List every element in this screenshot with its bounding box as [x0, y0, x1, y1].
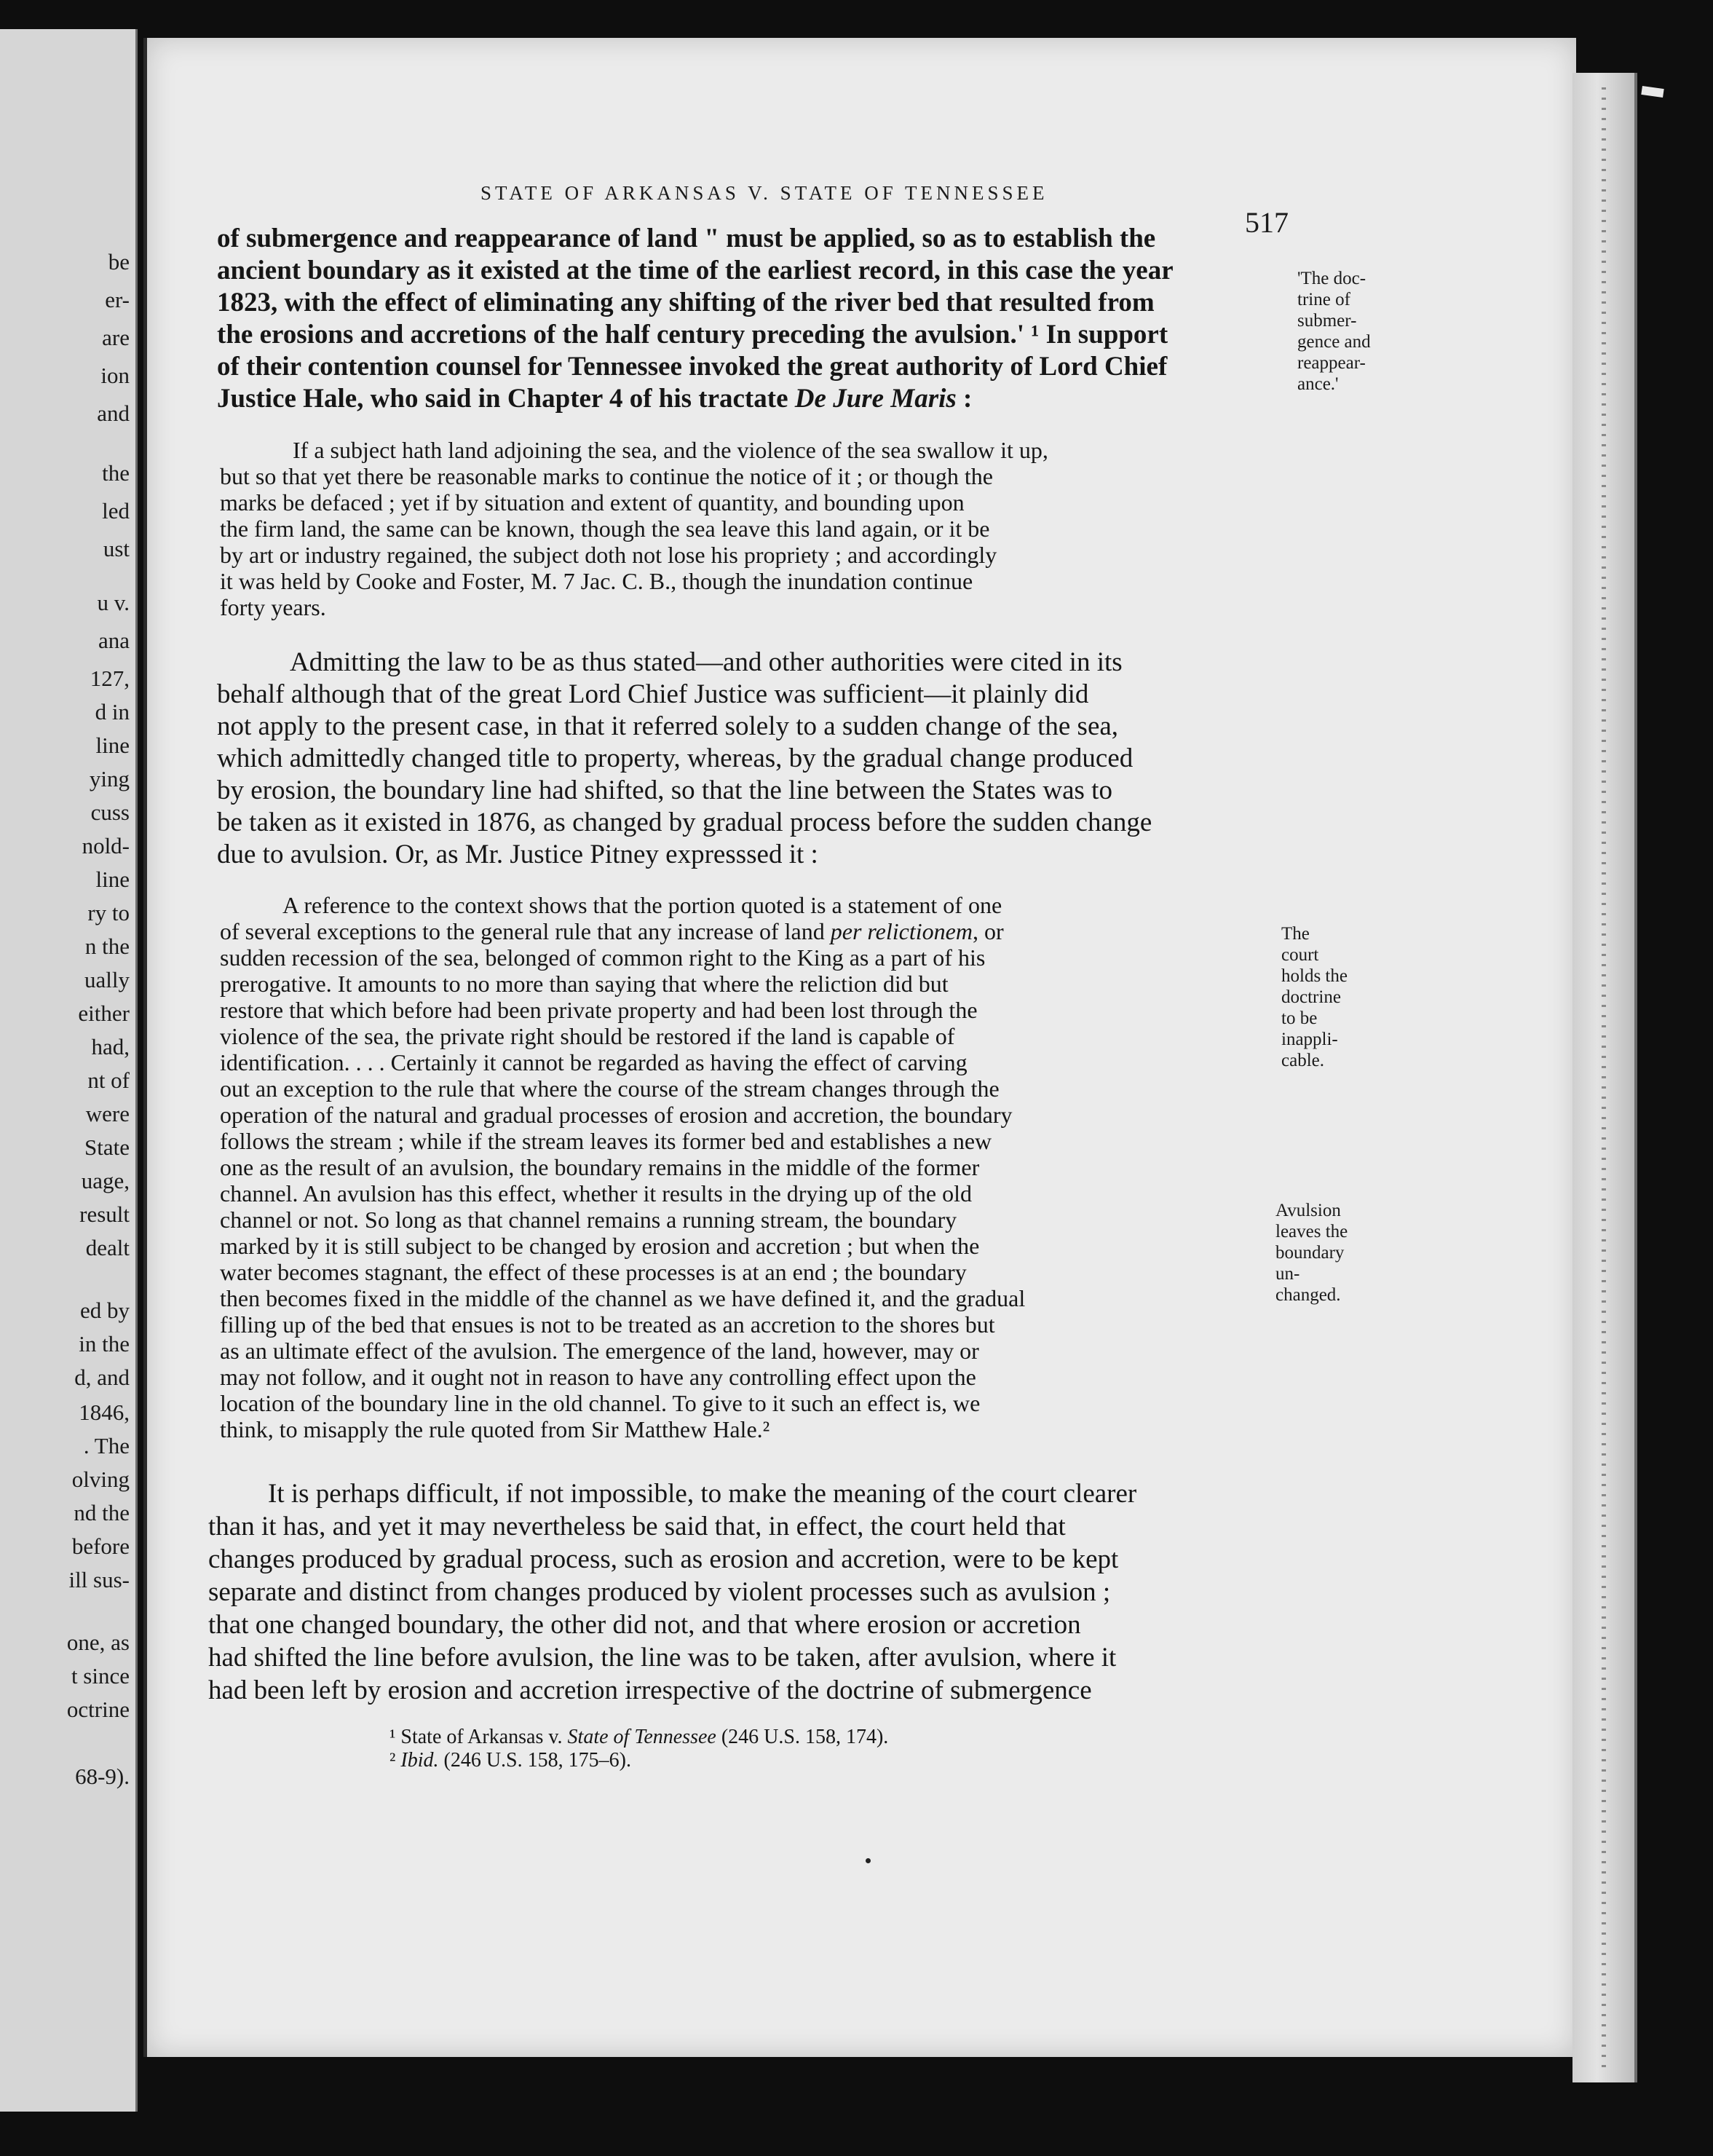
previous-page-line: n the: [84, 933, 130, 959]
previous-page-line: d, and: [74, 1365, 130, 1390]
quote-line: the firm land, the same can be known, though the sea leave this land again, or it be: [220, 516, 990, 542]
text-line: It is perhaps difficult, if not impossible, to make the meaning of the court clearer: [268, 1479, 1137, 1509]
previous-page-line: ry to: [87, 900, 130, 925]
previous-page-line: had,: [91, 1034, 130, 1059]
previous-page-line: 1846,: [79, 1399, 130, 1425]
margin-note-submergence: [1297, 268, 1371, 395]
previous-page-line: ying: [89, 766, 130, 791]
previous-page-line: nt of: [87, 1067, 130, 1093]
quote-line: location of the boundary line in the old channel. To give to it such an effect is, we: [220, 1390, 981, 1416]
previous-page-line: ion: [100, 363, 130, 388]
quote-line: think, to misapply the rule quoted from Sir Matthew Hale.²: [220, 1416, 770, 1442]
quote-line: marks be defaced ; yet if by situation and extent of quantity, and bounding upon: [220, 489, 965, 516]
margin-note-line: leaves the: [1275, 1222, 1348, 1241]
margin-note-line: holds the: [1281, 966, 1348, 986]
text-line: which admittedly changed title to property, whereas, by the gradual change produced: [217, 743, 1134, 773]
previous-page-line: . The: [83, 1433, 130, 1458]
quote-line: If a subject hath land adjoining the sea, and the violence of the sea swallow it up,: [293, 437, 1048, 463]
margin-note-line: The: [1281, 924, 1310, 944]
quote-line: violence of the sea, the private right should be restored if the land is capable of: [220, 1023, 955, 1049]
margin-note-line: inappli-: [1281, 1030, 1338, 1049]
quote-line: then becomes fixed in the middle of the channel as we have defined it, and the gradual: [220, 1285, 1026, 1311]
previous-page-line: 68-9).: [75, 1764, 130, 1789]
footnote-1: ¹ State of Arkansas v. State of Tennessee (246 U.S. 158, 174).: [389, 1726, 889, 1748]
quote-line: A reference to the context shows that the portion quoted is a statement of one: [282, 892, 1002, 918]
margin-note-line: cable.: [1281, 1051, 1324, 1070]
margin-note-line: doctrine: [1281, 987, 1341, 1007]
corner-mark: [1641, 86, 1663, 98]
text-line: Justice Hale, who said in Chapter 4 of his tractate De Jure Maris :: [217, 384, 973, 414]
quote-line: may not follow, and it ought not in reason to have any controlling effect upon the: [220, 1364, 976, 1390]
previous-page-line: line: [95, 866, 130, 892]
text-line: by erosion, the boundary line had shifted, so that the line between the States was to: [217, 775, 1112, 805]
quote-line: water becomes stagnant, the effect of these processes is at an end ; the boundary: [220, 1259, 967, 1285]
footnote-2: ² Ibid. (246 U.S. 158, 175–6).: [389, 1749, 631, 1772]
previous-page-line: were: [85, 1101, 130, 1126]
quote-line: sudden recession of the sea, belonged of common right to the King as a part of his: [220, 944, 986, 971]
previous-page-line: nold-: [82, 833, 130, 858]
page-stack-lines: [1602, 87, 1606, 2068]
quote-line: prerogative. It amounts to no more than saying that where the reliction did but: [220, 971, 949, 997]
margin-note-line: gence and: [1297, 332, 1371, 352]
previous-page-line: er-: [105, 287, 130, 312]
quote-line: forty years.: [220, 594, 326, 620]
text-line: the erosions and accretions of the half century preceding the avulsion.' ¹ In support: [217, 320, 1168, 350]
quote-line: filling up of the bed that ensues is not to be treated as an accretion to the shores but: [220, 1311, 995, 1338]
quote-line: channel. An avulsion has this effect, whether it results in the drying up of the old: [220, 1180, 972, 1207]
margin-note-line: court: [1281, 945, 1319, 965]
margin-note-line: un-: [1275, 1264, 1300, 1284]
margin-note-avulsion: [1275, 1200, 1348, 1306]
margin-note-line: ance.': [1297, 374, 1339, 394]
text-line: not apply to the present case, in that it referred solely to a sudden change of the sea,: [217, 711, 1119, 741]
text-line: had shifted the line before avulsion, the line was to be taken, after avulsion, where it: [208, 1643, 1117, 1673]
quote-line: out an exception to the rule that where the course of the stream changes through the: [220, 1075, 1000, 1102]
quote-line: restore that which before had been private property and had been lost through the: [220, 997, 978, 1023]
quote-line: of several exceptions to the general rule that any increase of land per relictionem, or: [220, 918, 1004, 944]
stray-dot: [866, 1858, 871, 1863]
page-number: 517: [1245, 206, 1289, 239]
previous-page-line: dealt: [85, 1235, 130, 1260]
margin-note-line: boundary: [1275, 1243, 1345, 1263]
quote-line: identification. . . . Certainly it cannot be regarded as having the effect of carving: [220, 1049, 968, 1075]
previous-page-line: t since: [71, 1663, 130, 1689]
text-line: that one changed boundary, the other did not, and that where erosion or accretion: [208, 1610, 1081, 1640]
text-line: than it has, and yet it may nevertheless be said that, in effect, the court held that: [208, 1512, 1066, 1541]
quote-line: as an ultimate effect of the avulsion. The emergence of the land, however, may or: [220, 1338, 979, 1364]
margin-note-line: to be: [1281, 1008, 1318, 1028]
quote-line: channel or not. So long as that channel remains a running stream, the boundary: [220, 1207, 957, 1233]
previous-page-line: the: [102, 460, 130, 486]
previous-page-line: ust: [103, 536, 130, 561]
previous-page-line: line: [95, 733, 130, 758]
text-line: be taken as it existed in 1876, as changed by gradual process before the sudden change: [217, 807, 1152, 837]
text-line: changes produced by gradual process, such as erosion and accretion, were to be kept: [208, 1544, 1119, 1574]
previous-page-line: one, as: [66, 1630, 130, 1655]
quote-line: operation of the natural and gradual processes of erosion and accretion, the boundary: [220, 1102, 1013, 1128]
previous-page-line: olving: [71, 1466, 130, 1492]
text-line: 1823, with the effect of eliminating any shifting of the river bed that resulted from: [217, 288, 1155, 317]
previous-page-line: and: [97, 400, 130, 426]
previous-page-line: 127,: [90, 666, 130, 691]
margin-note-line: trine of: [1297, 290, 1350, 309]
quote-line: one as the result of an avulsion, the boundary remains in the middle of the former: [220, 1154, 980, 1180]
previous-page-line: are: [102, 325, 130, 350]
previous-page-line: ually: [84, 967, 130, 992]
previous-page-line: ed by: [79, 1298, 130, 1323]
previous-page-line: ill sus-: [68, 1567, 130, 1592]
margin-note-line: submer-: [1297, 311, 1357, 331]
quote-line: but so that yet there be reasonable marks to continue the notice of it ; or though the: [220, 463, 993, 489]
text-line: separate and distinct from changes produced by violent processes such as avulsion ;: [208, 1577, 1111, 1607]
margin-note-line: Avulsion: [1275, 1201, 1341, 1220]
text-line: had been left by erosion and accretion irrespective of the doctrine of submergence: [208, 1675, 1092, 1705]
previous-page-line: either: [78, 1000, 130, 1026]
previous-page-line: d in: [95, 699, 130, 724]
previous-page-line: State: [84, 1134, 130, 1160]
previous-page-line: uage,: [81, 1168, 130, 1193]
margin-note-inapplicable: [1281, 923, 1348, 1071]
previous-page-line: result: [79, 1201, 130, 1227]
margin-note-line: reappear-: [1297, 353, 1366, 373]
previous-page-line: in the: [79, 1331, 130, 1357]
previous-page-line: u v.: [97, 590, 130, 615]
quote-line: it was held by Cooke and Foster, M. 7 Jac. C. B., though the inundation continue: [220, 568, 973, 594]
text-line: Admitting the law to be as thus stated—and other authorities were cited in its: [290, 647, 1123, 677]
margin-note-line: 'The doc-: [1297, 269, 1366, 288]
previous-page-line: led: [102, 498, 130, 524]
previous-page-line: cuss: [90, 799, 130, 825]
previous-page-line: ana: [98, 628, 130, 653]
text-line: of submergence and reappearance of land " must be applied, so as to establish the: [217, 224, 1156, 253]
text-line: behalf although that of the great Lord Chief Justice was sufficient—it plainly did: [217, 679, 1089, 709]
text-line: ancient boundary as it existed at the time of the earliest record, in this case the year: [217, 256, 1174, 285]
margin-note-line: changed.: [1275, 1285, 1341, 1305]
text-line: of their contention counsel for Tennessee invoked the great authority of Lord Chief: [217, 352, 1168, 382]
quote-line: marked by it is still subject to be changed by erosion and accretion ; but when the: [220, 1233, 980, 1259]
previous-page-edge: [0, 29, 138, 2112]
previous-page-line: be: [108, 249, 130, 275]
previous-page-line: before: [71, 1533, 130, 1559]
quote-line: by art or industry regained, the subject doth not lose his propriety ; and accordingly: [220, 542, 997, 568]
previous-page-line: octrine: [66, 1697, 130, 1722]
running-title: STATE OF ARKANSAS V. STATE OF TENNESSEE: [480, 182, 1048, 204]
quote-line: follows the stream ; while if the stream leaves its former bed and establishes a new: [220, 1128, 992, 1154]
previous-page-line: nd the: [74, 1500, 130, 1525]
text-line: due to avulsion. Or, as Mr. Justice Pitney expresssed it :: [217, 840, 818, 869]
